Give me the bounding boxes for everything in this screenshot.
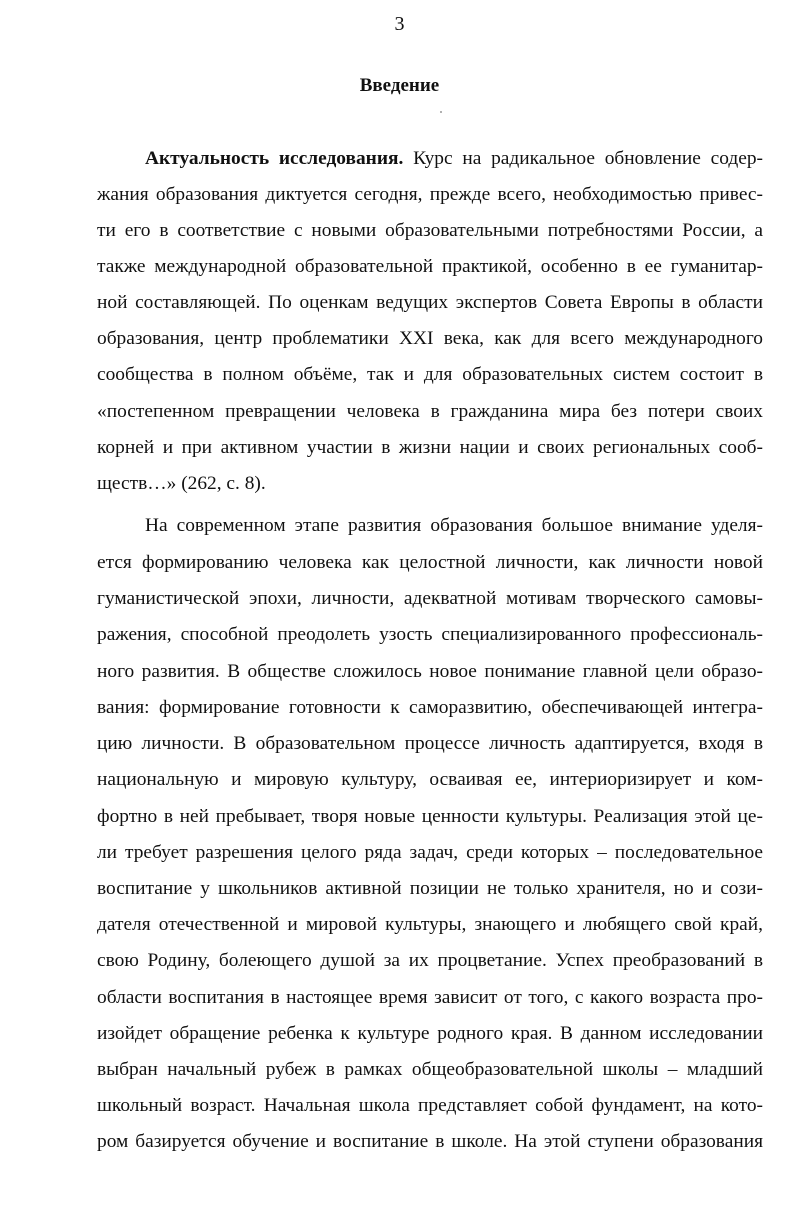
paragraph-1-line: жания образования диктуется сегодня, прежде всего, необходимостью привес-: [97, 184, 763, 205]
paragraph-2-line: выбран начальный рубеж в рамках общеобразовательной школы – младший: [97, 1059, 763, 1080]
paragraph-2-line: ного развития. В обществе сложилось новое понимание главной цели образо-: [97, 661, 763, 682]
paragraph-2-line: ром базируется обучение и воспитание в школе. На этой ступени образования: [97, 1131, 763, 1152]
paragraph-1-line: ти его в соответствие с новыми образовательными потребностями России, а: [97, 220, 763, 241]
paragraph-2-line-1: На современном этапе развития образования большое внимание уделя-: [145, 515, 763, 536]
paragraph-1-line: сообщества в полном объёме, так и для образовательных систем состоит в: [97, 364, 763, 385]
paragraph-2-line: дателя отечественной и мировой культуры, знающего и любящего свой край,: [97, 914, 763, 935]
paragraph-1-line-1: [145, 141, 763, 177]
paragraph-2-line: области воспитания в настоящее время зависит от того, с какого возраста про-: [97, 987, 763, 1008]
paragraph-2-line: вания: формирование готовности к саморазвитию, обеспечивающей интегра-: [97, 697, 763, 718]
paragraph-1-line: «постепенном превращении человека в гражданина мира без потери своих: [97, 401, 763, 422]
lead-in-rest: Курс на радикальное обновление содер-: [403, 148, 763, 169]
paragraph-2-line: ли требует разрешения целого ряда задач, среди которых – последовательное: [97, 842, 763, 863]
paragraph-1-line: корней и при активном участии в жизни нации и своих региональных сооб-: [97, 437, 763, 458]
scan-speck: [440, 111, 442, 113]
paragraph-2-line: ражения, способной преодолеть узость специализированного профессиональ-: [97, 624, 763, 645]
paragraph-2-line: фортно в ней пребывает, творя новые ценности культуры. Реализация этой це-: [97, 806, 763, 827]
paragraph-2-line: цию личности. В образовательном процессе личность адаптируется, входя в: [97, 733, 763, 754]
paragraph-1-line: образования, центр проблематики XXI века, как для всего международного: [97, 328, 763, 349]
paragraph-1-line: также международной образовательной практикой, особенно в ее гуманитар-: [97, 256, 763, 277]
paragraph-1-line: ной составляющей. По оценкам ведущих экспертов Совета Европы в области: [97, 292, 763, 313]
page-number: 3: [394, 13, 405, 35]
lead-in-bold: Актуальность исследования.: [145, 148, 404, 169]
paragraph-1-line-last: ществ…» (262, с. 8).: [97, 473, 266, 494]
paragraph-2-line: воспитание у школьников активной позиции не только хранителя, но и сози-: [97, 878, 763, 899]
paragraph-2-line: ется формированию человека как целостной личности, как личности новой: [97, 552, 763, 573]
section-heading: Введение: [359, 75, 440, 96]
paragraph-2-line: школьный возраст. Начальная школа представляет собой фундамент, на кото-: [97, 1095, 763, 1116]
paragraph-2-line: изойдет обращение ребенка к культуре родного края. В данном исследовании: [97, 1023, 763, 1044]
paragraph-2-line: свою Родину, болеющего душой за их процветание. Успех преобразований в: [97, 950, 763, 971]
paragraph-2-line: гуманистической эпохи, личности, адекватной мотивам творческого самовы-: [97, 588, 763, 609]
paragraph-2-line: национальную и мировую культуру, осваивая ее, интериоризирует и ком-: [97, 769, 763, 790]
